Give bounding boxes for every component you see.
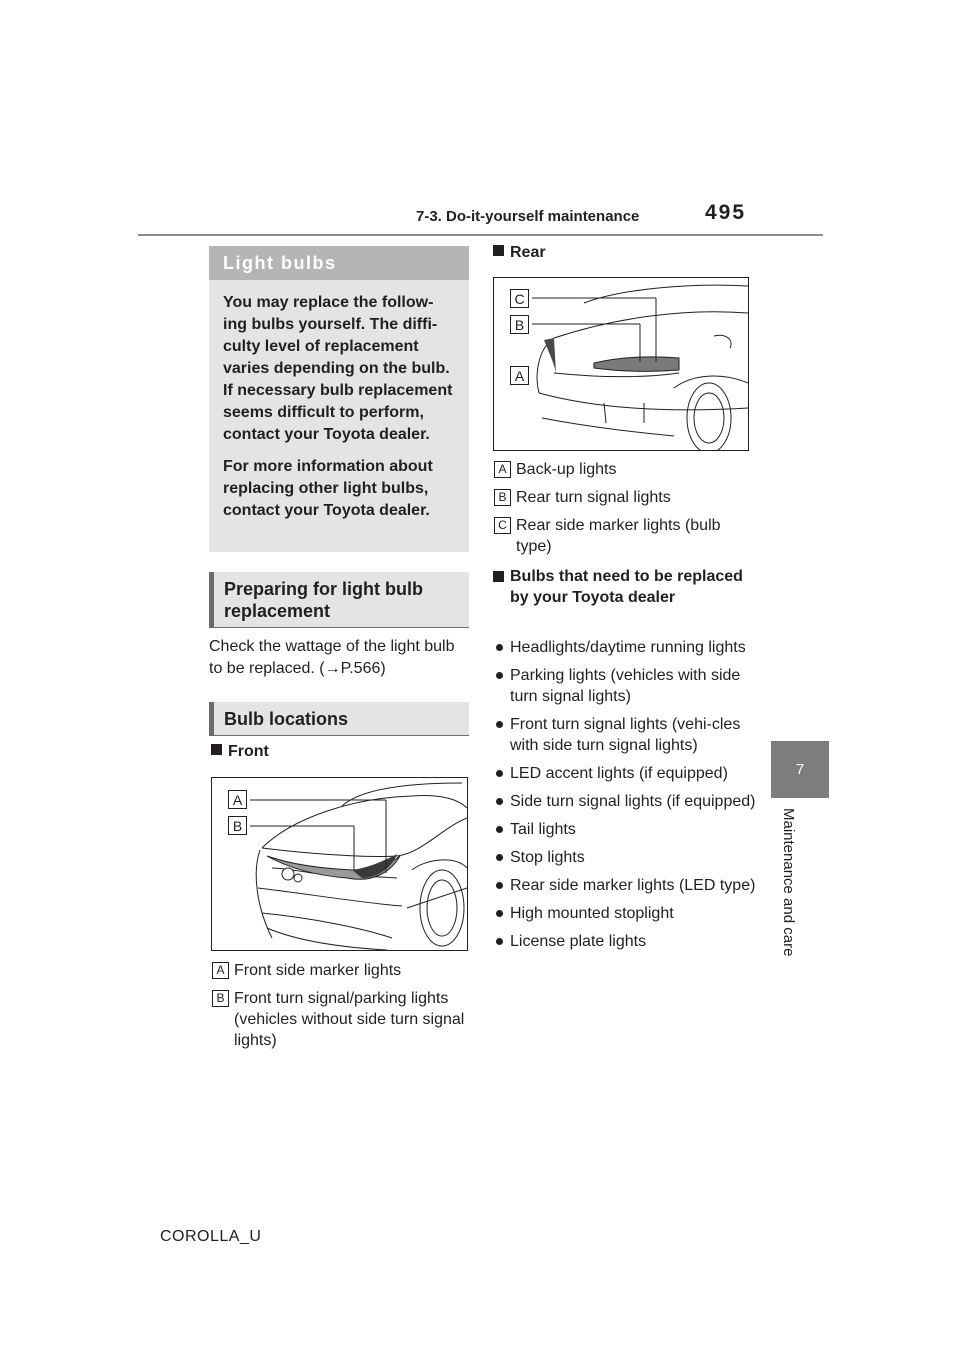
rear-heading: Rear <box>493 244 546 262</box>
rear-label-c: C <box>510 289 529 308</box>
preparing-text: Check the wattage of the light bulb to be replaced. (→P.566) <box>209 638 455 677</box>
rear-label-b: B <box>510 315 529 334</box>
list-item: High mounted stoplight <box>496 903 758 924</box>
front-legend <box>212 960 470 1051</box>
page-number: 495 <box>705 201 747 224</box>
front-car-figure <box>211 777 468 951</box>
rear-car-figure <box>493 277 749 451</box>
rear-label-a: A <box>510 366 529 385</box>
chapter-number: 7 <box>795 761 805 778</box>
list-item: Headlights/daytime running lights <box>496 637 758 658</box>
front-heading: Front <box>211 743 269 761</box>
list-item: Rear side marker lights (LED type) <box>496 875 758 896</box>
list-item: LED accent lights (if equipped) <box>496 763 758 784</box>
legend-letter: B <box>494 489 511 506</box>
legend-item <box>494 515 756 557</box>
rear-legend <box>494 459 756 557</box>
list-item: License plate lights <box>496 931 758 952</box>
legend-text: Rear side marker lights (bulb type) <box>516 517 721 555</box>
intro-box <box>209 280 469 552</box>
legend-text: Back-up lights <box>516 461 617 478</box>
preparing-title: Preparing for light bulb replacement <box>209 572 469 628</box>
front-label-a: A <box>228 790 247 809</box>
list-item: Tail lights <box>496 819 758 840</box>
legend-text: Front side marker lights <box>234 962 402 979</box>
legend-item <box>494 459 756 480</box>
legend-text: Front turn signal/parking lights (vehicles without side turn signal lights) <box>234 990 465 1049</box>
legend-item <box>212 960 470 981</box>
square-bullet-icon <box>493 571 504 582</box>
intro-paragraph-1: You may replace the follow-ing bulbs yourself. The diffi-culty level of replacement varies depending on the bulb. If necessary bulb replacement seems difficult to perform, contact your Toyota dealer. <box>223 294 453 443</box>
header-rule <box>138 234 823 236</box>
legend-item <box>212 988 470 1051</box>
legend-letter: C <box>494 517 511 534</box>
dealer-heading: Bulbs that need to be replaced by your Toyota dealer <box>493 566 743 608</box>
footer-model: COROLLA_U <box>160 1228 262 1245</box>
chapter-label: Maintenance and care <box>780 808 797 957</box>
bulb-locations-title: Bulb locations <box>209 702 469 736</box>
front-car-illustration <box>212 778 467 950</box>
legend-letter: B <box>212 990 229 1007</box>
rear-car-illustration <box>494 278 748 450</box>
legend-item <box>494 487 756 508</box>
dealer-bulb-list <box>496 637 758 959</box>
legend-text: Rear turn signal lights <box>516 489 671 506</box>
list-item: Parking lights (vehicles with side turn signal lights) <box>496 665 758 707</box>
list-item: Front turn signal lights (vehi-cles with side turn signal lights) <box>496 714 758 756</box>
square-bullet-icon <box>493 245 504 256</box>
intro-paragraph-2: For more information about replacing other light bulbs, contact your Toyota dealer. <box>223 458 433 519</box>
section-title: 7-3. Do-it-yourself maintenance <box>416 208 640 225</box>
chapter-tab[interactable] <box>771 741 829 798</box>
legend-letter: A <box>494 461 511 478</box>
square-bullet-icon <box>211 744 222 755</box>
list-item: Stop lights <box>496 847 758 868</box>
light-bulbs-title: Light bulbs <box>209 246 469 280</box>
list-item: Side turn signal lights (if equipped) <box>496 791 758 812</box>
legend-letter: A <box>212 962 229 979</box>
front-label-b: B <box>228 816 247 835</box>
